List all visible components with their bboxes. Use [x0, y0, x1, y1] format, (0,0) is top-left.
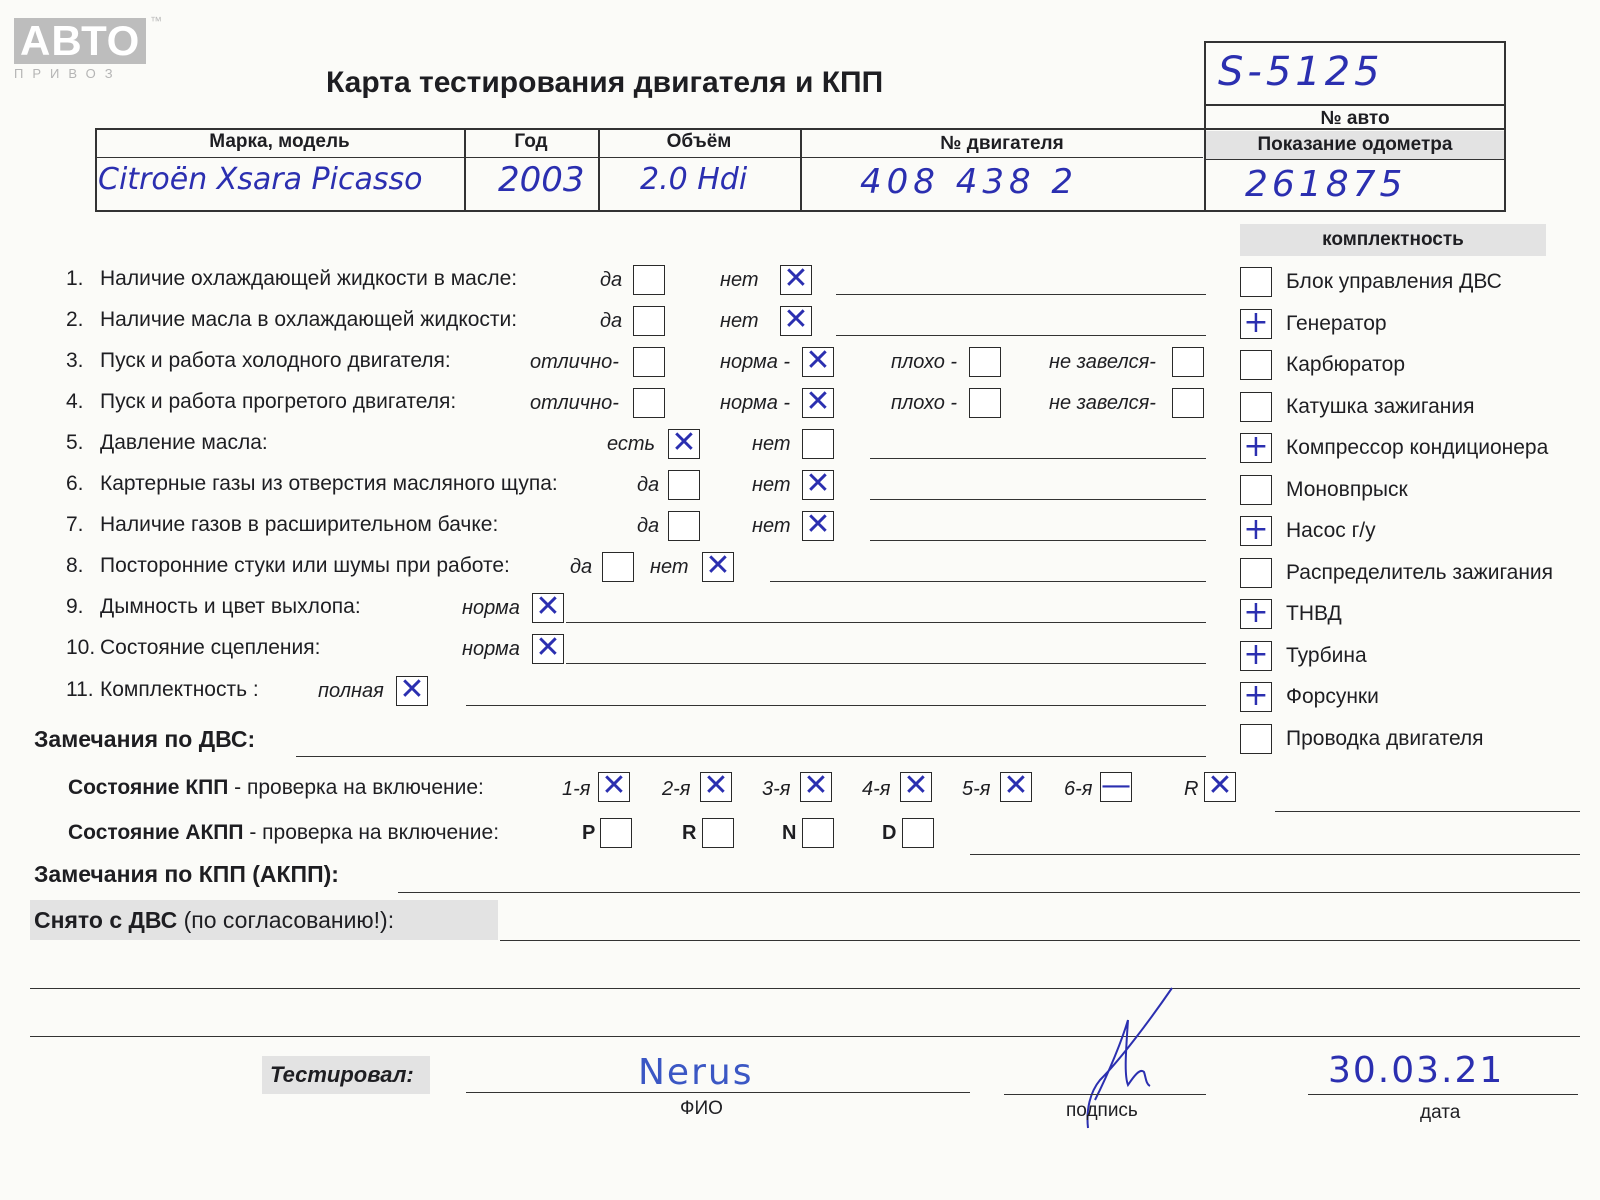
- fio-line: [466, 1092, 970, 1093]
- check-number: 9.: [66, 595, 84, 618]
- completeness-item-label: Распределитель зажигания: [1286, 560, 1554, 584]
- check-mark: ✕: [399, 672, 425, 707]
- date-value: 30.03.21: [1328, 1050, 1505, 1091]
- gear-checkbox[interactable]: [598, 768, 630, 803]
- odometer-divider: [1204, 159, 1506, 160]
- option-label: да: [600, 310, 623, 332]
- check-mark: ✕: [903, 768, 929, 803]
- removed-label-rest: (по согласованию!):: [177, 907, 395, 933]
- check-label: Пуск и работа прогретого двигателя:: [100, 390, 457, 413]
- sign-line: [1004, 1094, 1206, 1095]
- check-mark: ✕: [671, 425, 697, 460]
- model-label: Марка, модель: [209, 131, 350, 152]
- checkbox[interactable]: [802, 507, 834, 542]
- checkbox[interactable]: [969, 388, 1001, 418]
- removed-label: [34, 907, 394, 934]
- completeness-item-label: Насос г/у: [1286, 519, 1376, 542]
- checkbox[interactable]: [802, 429, 834, 459]
- check-mark: ✕: [703, 768, 729, 803]
- check-mark: ✕: [601, 768, 627, 803]
- checkbox[interactable]: [532, 630, 564, 665]
- car-number-value: S-5125: [1218, 49, 1384, 95]
- gear-checkbox[interactable]: [1000, 768, 1032, 803]
- year-value: 2003: [498, 160, 585, 200]
- mode-checkbox[interactable]: [600, 818, 632, 848]
- check-mark: ✕: [805, 343, 831, 378]
- akpp-label-rest: - проверка на включение:: [243, 821, 500, 844]
- completeness-checkbox[interactable]: [1240, 595, 1272, 630]
- option-label: норма -: [720, 392, 791, 414]
- removed-line-2: [30, 988, 1580, 989]
- checkbox[interactable]: [668, 470, 700, 500]
- gear-checkbox[interactable]: [1100, 768, 1132, 803]
- note-line: [870, 499, 1206, 500]
- completeness-item-label: Блок управления ДВС: [1286, 270, 1502, 293]
- check-number: 8.: [66, 554, 84, 577]
- logo: [14, 14, 162, 81]
- option-label: не завелся-: [1049, 351, 1156, 373]
- check-mark: +: [1243, 595, 1269, 630]
- check-label: Дымность и цвет выхлопа:: [100, 595, 361, 618]
- option-label: нет: [720, 269, 759, 291]
- gear-checkbox[interactable]: [900, 768, 932, 803]
- mode-checkbox[interactable]: [902, 818, 934, 848]
- odometer-label: Показание одометра: [1257, 134, 1453, 155]
- check-mark: —: [1101, 768, 1131, 803]
- logo-tm: ™: [150, 14, 162, 28]
- mode-label: P: [582, 822, 596, 844]
- checkbox[interactable]: [802, 343, 834, 378]
- checkbox[interactable]: [802, 466, 834, 501]
- mode-label: R: [682, 822, 697, 844]
- note-line: [870, 458, 1206, 459]
- check-label: Комплектность :: [100, 678, 259, 701]
- check-label: Состояние сцепления:: [100, 636, 321, 659]
- completeness-item-label: Моновпрыск: [1286, 477, 1408, 501]
- completeness-checkbox[interactable]: [1240, 558, 1272, 588]
- checkbox[interactable]: [668, 511, 700, 541]
- completeness-checkbox[interactable]: [1240, 350, 1272, 380]
- removed-line-3: [30, 1036, 1580, 1037]
- gear-checkbox[interactable]: [1204, 768, 1236, 803]
- check-mark: ✕: [1207, 768, 1233, 803]
- check-mark: ✕: [803, 768, 829, 803]
- check-number: 7.: [66, 513, 84, 536]
- option-label: нет: [650, 556, 689, 578]
- completeness-item-label: Проводка двигателя: [1286, 726, 1484, 750]
- checkbox[interactable]: [633, 347, 665, 377]
- gear-label: 4-я: [862, 778, 891, 800]
- sign-label: подпись: [1066, 1100, 1138, 1121]
- completeness-item-label: Карбюратор: [1286, 353, 1406, 376]
- checkbox[interactable]: [396, 672, 428, 707]
- option-label: норма: [462, 597, 520, 619]
- check-label: Посторонние стуки или шумы при работе:: [100, 554, 510, 577]
- gear-checkbox[interactable]: [800, 768, 832, 803]
- note-line: [836, 335, 1206, 336]
- option-label: норма: [462, 638, 520, 660]
- check-number: 10.: [66, 636, 96, 659]
- akpp-label-bold: Состояние АКПП: [68, 821, 244, 844]
- check-number: 4.: [66, 390, 84, 413]
- check-label: Давление масла:: [100, 431, 268, 454]
- checkbox[interactable]: [1172, 347, 1204, 377]
- check-number: 11.: [66, 678, 94, 701]
- checkbox[interactable]: [633, 388, 665, 418]
- fio-label: ФИО: [680, 1098, 723, 1119]
- check-mark: ✕: [535, 630, 561, 665]
- checkbox[interactable]: [780, 261, 812, 296]
- mode-checkbox[interactable]: [702, 818, 734, 848]
- mode-label: D: [882, 822, 897, 844]
- car-number-box: [1204, 41, 1506, 104]
- option-label: плохо -: [891, 351, 958, 373]
- model-value: Citroën Xsara Picasso: [98, 162, 423, 197]
- removed-line-1: [500, 940, 1580, 941]
- note-line: [466, 705, 1206, 706]
- completeness-checkbox[interactable]: [1240, 267, 1272, 297]
- completeness-checkbox[interactable]: [1240, 724, 1272, 754]
- option-label: да: [637, 474, 660, 496]
- check-mark: ✕: [805, 507, 831, 542]
- kpp-label-rest: - проверка на включение:: [228, 776, 484, 799]
- logo-sub: ПРИВОЗ: [14, 66, 122, 81]
- checkbox[interactable]: [780, 302, 812, 337]
- completeness-checkbox[interactable]: [1240, 429, 1272, 464]
- option-label: нет: [752, 433, 791, 455]
- completeness-checkbox[interactable]: [1240, 475, 1272, 505]
- option-label: полная: [318, 680, 384, 702]
- checkbox[interactable]: [532, 589, 564, 624]
- option-label: плохо -: [891, 392, 958, 414]
- completeness-item-label: ТНВД: [1286, 602, 1342, 625]
- checkbox[interactable]: [969, 347, 1001, 377]
- check-label: Наличие охлаждающей жидкости в масле:: [100, 267, 518, 290]
- completeness-checkbox[interactable]: [1240, 678, 1272, 713]
- checkbox[interactable]: [802, 384, 834, 419]
- engine-remarks-line: [296, 756, 1206, 757]
- note-line: [770, 581, 1206, 582]
- option-label: нет: [720, 310, 759, 332]
- check-mark: ✕: [783, 302, 809, 337]
- mode-checkbox[interactable]: [802, 818, 834, 848]
- completeness-checkbox[interactable]: [1240, 304, 1272, 340]
- car-number-label: № авто: [1204, 104, 1506, 132]
- kpp-line: [1275, 811, 1580, 812]
- checkbox[interactable]: [633, 306, 665, 336]
- note-line: [836, 294, 1206, 295]
- completeness-item-label: Генератор: [1286, 311, 1387, 335]
- completeness-checkbox[interactable]: [1240, 636, 1272, 672]
- checkbox[interactable]: [633, 265, 665, 295]
- tester-name-value: Nerus: [638, 1052, 754, 1093]
- note-line: [566, 622, 1206, 623]
- check-number: 5.: [66, 431, 84, 454]
- completeness-checkbox[interactable]: [1240, 392, 1272, 422]
- removed-label-bold: Снято с ДВС: [34, 907, 178, 933]
- option-label: нет: [752, 515, 791, 537]
- completeness-item-label: Катушка зажигания: [1286, 394, 1475, 418]
- check-mark: ✕: [805, 384, 831, 419]
- check-mark: ✕: [1003, 768, 1029, 803]
- check-mark: ✕: [805, 466, 831, 501]
- option-label: да: [600, 269, 623, 291]
- engine-number-value: 408 438 2: [860, 162, 1079, 202]
- gear-checkbox[interactable]: [700, 768, 732, 803]
- date-line: [1308, 1094, 1578, 1095]
- option-label: отлично-: [530, 351, 619, 373]
- checkbox[interactable]: [702, 548, 734, 583]
- gear-label: 2-я: [662, 778, 691, 800]
- option-label: да: [570, 556, 593, 578]
- odometer-value: 261875: [1245, 164, 1407, 205]
- option-label: отлично-: [530, 392, 619, 414]
- check-mark: +: [1243, 512, 1269, 547]
- note-line: [870, 540, 1206, 541]
- mode-label: N: [782, 822, 797, 844]
- engine-remarks-label: Замечания по ДВС:: [34, 726, 256, 752]
- kpp-label-bold: Состояние КПП: [68, 776, 229, 799]
- check-mark: +: [1243, 678, 1269, 713]
- check-mark: ✕: [705, 548, 731, 583]
- tested-label: Тестировал:: [270, 1062, 414, 1087]
- option-label: есть: [607, 433, 656, 455]
- check-number: 1.: [66, 267, 84, 290]
- kpp-label: [68, 776, 484, 800]
- check-label: Картерные газы из отверстия масляного щупа:: [100, 472, 558, 495]
- option-label: нет: [752, 474, 791, 496]
- gear-label: R: [1184, 778, 1199, 800]
- completeness-title: комплектность: [1240, 224, 1546, 256]
- check-number: 2.: [66, 308, 84, 331]
- completeness-item-label: Турбина: [1286, 643, 1367, 667]
- volume-label: Объём: [666, 131, 732, 152]
- check-mark: +: [1243, 304, 1269, 340]
- check-label: Наличие масла в охлаждающей жидкости:: [100, 308, 518, 331]
- gear-label: 6-я: [1064, 778, 1093, 800]
- check-number: 3.: [66, 349, 84, 372]
- check-mark: +: [1243, 636, 1269, 672]
- option-label: норма -: [720, 351, 791, 373]
- page-title: Карта тестирования двигателя и КПП: [326, 66, 884, 99]
- check-label: Пуск и работа холодного двигателя:: [100, 349, 451, 372]
- check-mark: +: [1243, 429, 1269, 464]
- akpp-label: [68, 821, 499, 845]
- completeness-checkbox[interactable]: [1240, 512, 1272, 547]
- header-row-divider: [95, 157, 1203, 158]
- check-mark: ✕: [535, 589, 561, 624]
- engine-number-label: № двигателя: [940, 133, 1064, 154]
- option-label: не завелся-: [1049, 392, 1156, 414]
- check-mark: ✕: [783, 261, 809, 296]
- date-label: дата: [1420, 1102, 1461, 1123]
- checkbox[interactable]: [1172, 388, 1204, 418]
- year-label: Год: [514, 131, 548, 152]
- completeness-item-label: Форсунки: [1286, 685, 1379, 708]
- note-line: [566, 663, 1206, 664]
- volume-value: 2.0 Hdi: [640, 162, 748, 197]
- option-label: да: [637, 515, 660, 537]
- akpp-line: [970, 854, 1580, 855]
- completeness-item-label: Компрессор кондиционера: [1286, 436, 1549, 459]
- logo-main: АВТО: [14, 18, 146, 64]
- check-number: 6.: [66, 472, 84, 495]
- check-label: Наличие газов в расширительном бачке:: [100, 513, 499, 536]
- gear-label: 3-я: [762, 778, 791, 800]
- kpp-remarks-label: Замечания по КПП (АКПП):: [34, 861, 339, 887]
- checkbox[interactable]: [668, 425, 700, 460]
- gear-label: 5-я: [962, 778, 991, 800]
- gear-label: 1-я: [562, 778, 591, 800]
- kpp-remarks-line: [398, 892, 1580, 893]
- checkbox[interactable]: [602, 552, 634, 582]
